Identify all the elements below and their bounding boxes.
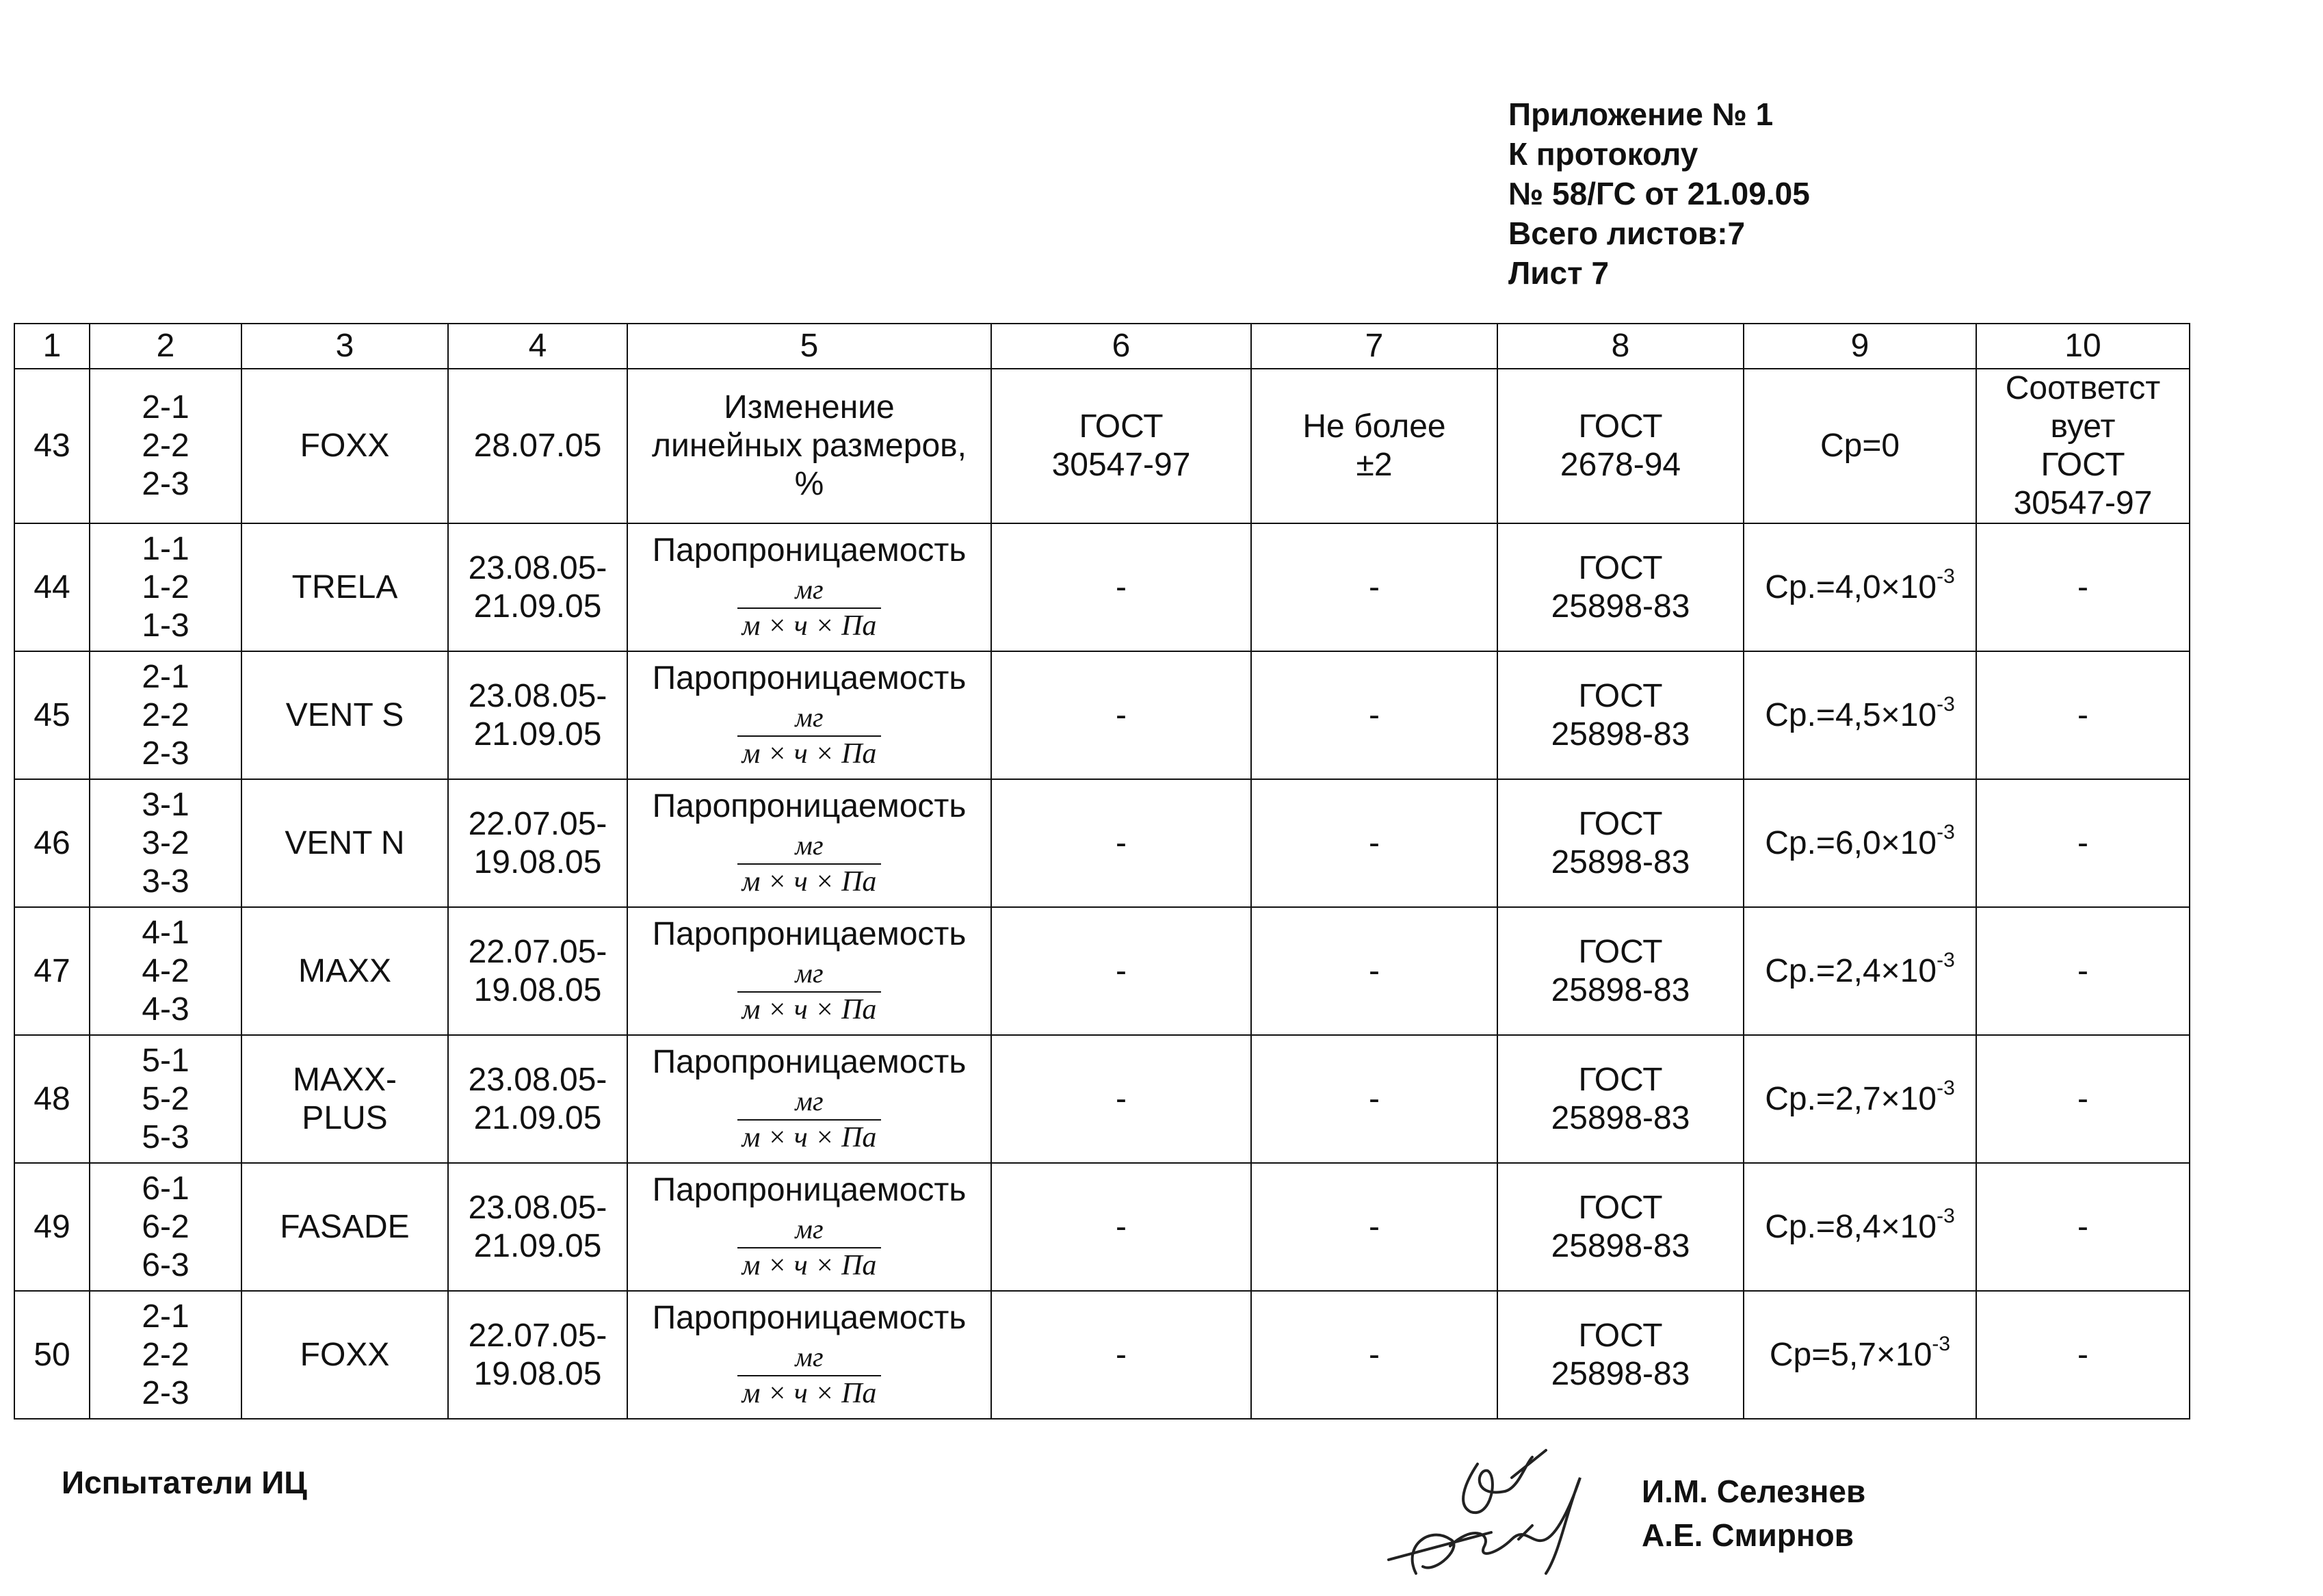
sample-numbers-line: 6-3 [142, 1246, 189, 1283]
row-number: 50 [14, 1291, 90, 1419]
result-exponent: -3 [1932, 1332, 1951, 1355]
unit-numerator: мг [795, 829, 824, 861]
column-number: 9 [1744, 324, 1976, 369]
sample-numbers-line: 2-3 [142, 1374, 189, 1411]
test-standard [1497, 907, 1744, 1035]
sample-id: 2-2 [142, 428, 189, 464]
norm-value: - [1251, 907, 1497, 1035]
unit-fraction [737, 1341, 881, 1411]
sample-numbers-line: 2-3 [142, 735, 189, 772]
unit-numerator: мг [795, 957, 824, 989]
result-value: Ср.=8,4×10 [1765, 1208, 1937, 1245]
method-standard: - [991, 1035, 1251, 1163]
result-exponent: -3 [1937, 692, 1955, 716]
unit-numerator: мг [795, 1341, 824, 1372]
test-result [1744, 1035, 1976, 1163]
test-date-line: 21.09.05 [473, 1099, 602, 1136]
property-title: Паропроницаемость [652, 915, 967, 952]
property-cell [627, 779, 991, 907]
product-name [241, 523, 448, 651]
sample-numbers-line: 1-3 [142, 607, 189, 644]
test-standard-line: ГОСТ [1578, 933, 1663, 970]
product-name-line: FOXX [300, 1336, 390, 1373]
product-name-line: VENT S [285, 696, 404, 733]
test-standard [1497, 523, 1744, 651]
norm-value: - [1251, 523, 1497, 651]
result-exponent: -3 [1937, 948, 1955, 971]
test-standard-line: ГОСТ [1578, 1317, 1663, 1354]
norm-line: Не более [1302, 408, 1446, 445]
test-date [448, 779, 627, 907]
test-standard [1497, 1291, 1744, 1419]
property-name [627, 369, 991, 523]
norm-value: - [1251, 1291, 1497, 1419]
norm-value [1251, 369, 1497, 523]
property-line: линейных размеров, [652, 428, 967, 464]
test-date-line: 19.08.05 [473, 971, 602, 1008]
table-row [14, 1163, 2190, 1291]
test-standard-line: ГОСТ [1578, 677, 1663, 714]
test-date-line: 23.08.05- [468, 1061, 607, 1098]
test-date [448, 523, 627, 651]
sample-numbers-line: 2-2 [142, 696, 189, 733]
unit-numerator: мг [795, 1213, 824, 1244]
product-name [241, 1291, 448, 1419]
result-value: Ср.=2,4×10 [1765, 952, 1937, 989]
unit-fraction [737, 573, 881, 643]
standard-line: ГОСТ [1578, 408, 1663, 445]
sample-numbers [90, 369, 241, 523]
test-standard-line: ГОСТ [1578, 549, 1663, 586]
test-date-line: 22.07.05- [468, 805, 607, 842]
unit-denominator: м × ч × Па [741, 993, 877, 1025]
table-row [14, 779, 2190, 907]
conclusion: - [1976, 523, 2190, 651]
test-standard [1497, 1163, 1744, 1291]
test-date-line: 23.08.05- [468, 549, 607, 586]
test-standard-line: 25898-83 [1551, 843, 1690, 880]
property-title: Паропроницаемость [652, 532, 967, 568]
sample-numbers-line: 5-1 [142, 1042, 189, 1079]
norm-line: ±2 [1356, 447, 1393, 483]
unit-fraction [737, 1213, 881, 1283]
header-line: № 58/ГС от 21.09.05 [1508, 176, 1810, 211]
table-row [14, 651, 2190, 779]
product-name-line: MAXX- [292, 1061, 397, 1098]
property-title: Паропроницаемость [652, 1171, 967, 1208]
product-name-line: FASADE [280, 1208, 410, 1245]
test-result [1744, 1291, 1976, 1419]
sample-numbers-line: 6-2 [142, 1208, 189, 1245]
unit-fraction [737, 1085, 881, 1155]
column-number: 7 [1251, 324, 1497, 369]
product-name [241, 907, 448, 1035]
table-row [14, 1291, 2190, 1419]
conclusion-line: ГОСТ [2040, 447, 2125, 483]
unit-denominator: м × ч × Па [741, 737, 877, 770]
sample-numbers-line: 4-1 [142, 914, 189, 951]
sample-id: 2-3 [142, 466, 189, 502]
result-exponent: -3 [1937, 1076, 1955, 1099]
property-title: Паропроницаемость [652, 1299, 967, 1336]
property-title: Паропроницаемость [652, 659, 967, 696]
test-date-line: 21.09.05 [473, 716, 602, 753]
conclusion-line: Соответст [2005, 370, 2161, 406]
header-line: К протоколу [1508, 136, 1698, 172]
conclusion: - [1976, 779, 2190, 907]
conclusion [1976, 369, 2190, 523]
sample-numbers [90, 779, 241, 907]
property-cell [627, 1035, 991, 1163]
test-standard-line: 25898-83 [1551, 971, 1690, 1008]
norm-value: - [1251, 1163, 1497, 1291]
method-standard: - [991, 907, 1251, 1035]
norm-value: - [1251, 651, 1497, 779]
sample-numbers-line: 5-2 [142, 1080, 189, 1117]
result-exponent: -3 [1937, 820, 1955, 843]
property-title: Паропроницаемость [652, 1043, 967, 1080]
sample-numbers-line: 2-2 [142, 1336, 189, 1373]
test-standard-line: 25898-83 [1551, 716, 1690, 753]
testers-label: Испытатели ИЦ [62, 1465, 307, 1500]
sample-numbers-line: 5-3 [142, 1118, 189, 1155]
header-line: Всего листов:7 [1508, 215, 1746, 251]
unit-denominator: м × ч × Па [741, 1377, 877, 1409]
sample-numbers-line: 4-3 [142, 991, 189, 1028]
column-number: 10 [1976, 324, 2190, 369]
sample-numbers-line: 2-1 [142, 658, 189, 695]
norm-value: - [1251, 779, 1497, 907]
sample-numbers [90, 1035, 241, 1163]
conclusion: - [1976, 1035, 2190, 1163]
test-date [448, 1035, 627, 1163]
unit-denominator: м × ч × Па [741, 1121, 877, 1153]
result-value: Ср=5,7×10 [1769, 1336, 1932, 1373]
property-title: Паропроницаемость [652, 787, 967, 824]
sample-numbers [90, 651, 241, 779]
result-value: Ср.=4,0×10 [1765, 568, 1937, 605]
table-row [14, 523, 2190, 651]
test-standard-line: 25898-83 [1551, 588, 1690, 625]
sample-id: 2-1 [142, 389, 189, 426]
sample-numbers-line: 4-2 [142, 952, 189, 989]
test-date [448, 907, 627, 1035]
test-date-line: 23.08.05- [468, 677, 607, 714]
test-standard-line: 25898-83 [1551, 1355, 1690, 1392]
conclusion-line: вует [2050, 408, 2116, 445]
product-name [241, 1163, 448, 1291]
conclusion: - [1976, 651, 2190, 779]
unit-fraction [737, 701, 881, 771]
sample-numbers-line: 1-1 [142, 530, 189, 567]
test-standard-line: ГОСТ [1578, 1061, 1663, 1098]
test-date-line: 23.08.05- [468, 1189, 607, 1226]
tester-name: А.Е. Смирнов [1642, 1517, 1854, 1553]
row-number: 43 [14, 369, 90, 523]
property-cell [627, 1291, 991, 1419]
test-result: Ср=0 [1744, 369, 1976, 523]
conclusion-line: 30547-97 [2013, 485, 2153, 521]
result-exponent: -3 [1937, 1204, 1955, 1227]
result-value: Ср.=6,0×10 [1765, 824, 1937, 861]
signature-image [1375, 1437, 1649, 1587]
unit-numerator: мг [795, 701, 824, 733]
tester-name: И.М. Селезнев [1642, 1474, 1866, 1509]
unit-fraction [737, 829, 881, 899]
sample-numbers-line: 3-1 [142, 786, 189, 823]
product-name: FOXX [241, 369, 448, 523]
property-line: % [794, 466, 824, 502]
test-date [448, 651, 627, 779]
test-date-line: 21.09.05 [473, 588, 602, 625]
document-header [1508, 94, 1810, 293]
product-name [241, 779, 448, 907]
test-date-line: 22.07.05- [468, 1317, 607, 1354]
row-number: 49 [14, 1163, 90, 1291]
unit-denominator: м × ч × Па [741, 1249, 877, 1281]
conclusion: - [1976, 907, 2190, 1035]
method-standard: - [991, 1291, 1251, 1419]
test-standard-line: ГОСТ [1578, 805, 1663, 842]
test-standard-line: ГОСТ [1578, 1189, 1663, 1226]
table-row [14, 1035, 2190, 1163]
row-number: 44 [14, 523, 90, 651]
result-value: Ср.=4,5×10 [1765, 696, 1937, 733]
test-result [1744, 651, 1976, 779]
test-standard [1497, 779, 1744, 907]
result-exponent: -3 [1937, 564, 1955, 588]
row-number: 48 [14, 1035, 90, 1163]
column-number: 6 [991, 324, 1251, 369]
property-cell [627, 907, 991, 1035]
column-number-row [14, 324, 2190, 369]
header-line: Лист 7 [1508, 255, 1610, 291]
column-number: 8 [1497, 324, 1744, 369]
method-line: ГОСТ [1079, 408, 1164, 445]
method-line: 30547-97 [1051, 447, 1191, 483]
sample-numbers [90, 523, 241, 651]
test-result [1744, 779, 1976, 907]
test-standard [1497, 369, 1744, 523]
property-cell [627, 651, 991, 779]
method-standard: - [991, 1163, 1251, 1291]
test-standard-line: 25898-83 [1551, 1227, 1690, 1264]
table-row [14, 369, 2190, 523]
sample-numbers-line: 3-2 [142, 824, 189, 861]
method-standard: - [991, 779, 1251, 907]
test-date-line: 22.07.05- [468, 933, 607, 970]
property-cell [627, 1163, 991, 1291]
sample-numbers-line: 2-1 [142, 1298, 189, 1335]
table-row [14, 907, 2190, 1035]
row-number: 46 [14, 779, 90, 907]
product-name [241, 651, 448, 779]
sample-numbers [90, 1163, 241, 1291]
row-number: 45 [14, 651, 90, 779]
sample-numbers [90, 1291, 241, 1419]
unit-fraction [737, 957, 881, 1027]
test-date-line: 19.08.05 [473, 1355, 602, 1392]
test-date: 28.07.05 [448, 369, 627, 523]
column-number: 4 [448, 324, 627, 369]
standard-line: 2678-94 [1560, 447, 1681, 483]
test-standard [1497, 1035, 1744, 1163]
results-table [14, 323, 2190, 1420]
method-standard [991, 369, 1251, 523]
header-line: Приложение № 1 [1508, 96, 1774, 132]
method-standard: - [991, 523, 1251, 651]
norm-value: - [1251, 1035, 1497, 1163]
row-number: 47 [14, 907, 90, 1035]
unit-denominator: м × ч × Па [741, 865, 877, 898]
conclusion: - [1976, 1291, 2190, 1419]
test-standard [1497, 651, 1744, 779]
product-name [241, 1035, 448, 1163]
product-name-line: VENT N [285, 824, 405, 861]
product-name-line: TRELA [291, 568, 398, 605]
property-cell [627, 523, 991, 651]
tester-names [1642, 1469, 1865, 1557]
unit-numerator: мг [795, 573, 824, 605]
test-result [1744, 523, 1976, 651]
result-value: Ср.=2,7×10 [1765, 1080, 1937, 1117]
column-number: 1 [14, 324, 90, 369]
method-standard: - [991, 651, 1251, 779]
test-standard-line: 25898-83 [1551, 1099, 1690, 1136]
unit-numerator: мг [795, 1085, 824, 1116]
test-date-line: 19.08.05 [473, 843, 602, 880]
sample-numbers-line: 6-1 [142, 1170, 189, 1207]
sample-numbers [90, 907, 241, 1035]
sample-numbers-line: 3-3 [142, 863, 189, 900]
conclusion: - [1976, 1163, 2190, 1291]
test-date [448, 1163, 627, 1291]
product-name-line: MAXX [298, 952, 392, 989]
product-name-line: PLUS [302, 1099, 388, 1136]
test-date [448, 1291, 627, 1419]
sample-numbers-line: 1-2 [142, 568, 189, 605]
test-result [1744, 1163, 1976, 1291]
column-number: 2 [90, 324, 241, 369]
unit-denominator: м × ч × Па [741, 610, 877, 642]
test-result [1744, 907, 1976, 1035]
column-number: 5 [627, 324, 991, 369]
property-line: Изменение [724, 389, 895, 426]
test-date-line: 21.09.05 [473, 1227, 602, 1264]
column-number: 3 [241, 324, 448, 369]
